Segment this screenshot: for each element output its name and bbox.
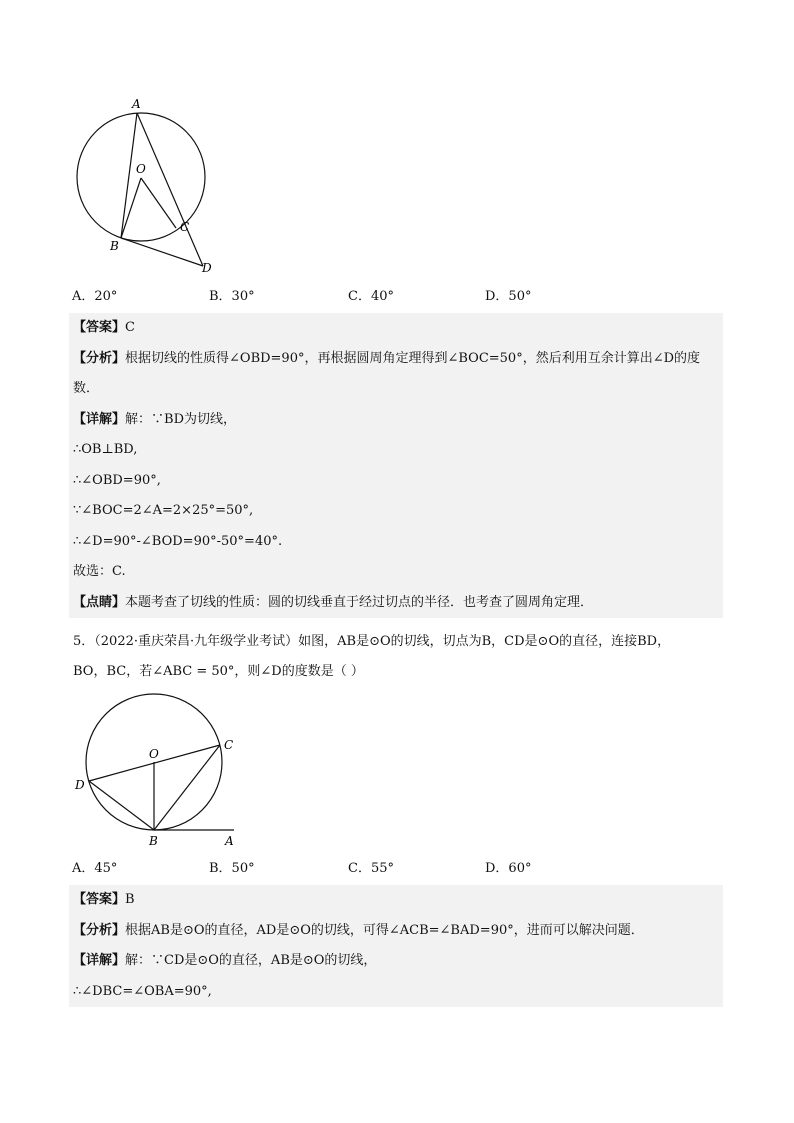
comment-text: 本题考查了切线的性质：圆的切线垂直于经过切点的半径．也考查了圆周角定理． [125, 594, 594, 610]
q5-answer-line [69, 885, 723, 916]
comment-tag: 【点睛】 [73, 594, 126, 610]
q4-line-AD [137, 113, 203, 266]
q4-answer-block [69, 313, 723, 618]
analysis-tag: 【分析】 [73, 350, 126, 366]
q5-option-b: B．50° [209, 861, 255, 876]
q5-analysis-line [69, 916, 723, 947]
q5-label-C: C [224, 738, 234, 752]
q4-detail-line-3: ∴∠OBD=90°, [73, 472, 161, 488]
detail-tag: 【详解】 [73, 411, 126, 427]
answer-value: B [125, 892, 135, 907]
q4-line-OB [121, 178, 141, 238]
q4-line-OC [141, 178, 176, 228]
q4-option-c: C．40° [348, 289, 394, 304]
analysis-text: 根据AB是⊙O的直径，AD是⊙O的切线，可得∠ACB=∠BAD=90°，进而可以解决问题． [125, 922, 644, 938]
q4-answer-line [69, 313, 723, 344]
q5-number: 5． [73, 634, 95, 649]
q5-label-B: B [149, 834, 158, 848]
q5-label-O: O [149, 747, 159, 761]
q4-line-AB [121, 113, 137, 238]
q4-analysis-line [69, 344, 723, 405]
q4-option-a: A．20° [72, 289, 118, 304]
q4-option-d: D．50° [485, 289, 532, 304]
q5-line-1 [73, 627, 723, 657]
q5-line-BC [154, 745, 220, 830]
answer-value: C [125, 320, 135, 335]
answer-tag: 【答案】 [73, 892, 126, 907]
q5-label-A: A [225, 834, 234, 848]
q4-option-b: B．30° [209, 289, 255, 304]
q5-option-d: D．60° [485, 861, 532, 876]
q5-question [73, 627, 723, 687]
q4-detail-line-5: ∴∠D=90°-∠BOD=90°-50°=40°. [73, 533, 283, 549]
q5-detail-line-2: ∴∠DBC=∠OBA=90°, [73, 983, 212, 999]
detail-text: 解：∵BD为切线， [125, 411, 236, 427]
q5-figure [70, 690, 250, 850]
q4-detail-line-1 [69, 405, 723, 436]
q5-option-c: C．55° [348, 861, 394, 876]
analysis-text: 根据切线的性质得∠OBD=90°，再根据圆周角定理得到∠BOC=50°，然后利用互余计算出∠D的度数． [73, 350, 701, 396]
detail-tag: 【详解】 [73, 953, 126, 968]
q4-comment-line [69, 588, 723, 619]
answer-tag: 【答案】 [73, 320, 126, 335]
q4-label-C: C [180, 220, 190, 234]
detail-text: 解：∵CD是⊙O的直径，AB是⊙O的切线， [125, 953, 377, 968]
q4-label-O: O [136, 162, 146, 176]
q5-detail-line-1 [69, 946, 723, 977]
q4-detail-line-2: ∴OB⊥BD, [73, 442, 138, 457]
analysis-tag: 【分析】 [73, 922, 126, 938]
q4-line-BD [121, 238, 203, 266]
q4-detail-line-4: ∵∠BOC=2∠A=2×25°=50°, [73, 503, 254, 518]
q5-answer-block [69, 885, 723, 1007]
q5-source: （2022·重庆荣昌·九年级学业考试） [94, 634, 299, 649]
q4-figure [70, 92, 230, 282]
q5-options [72, 858, 732, 880]
q5-text-1: 如图，AB是⊙O的切线，切点为B，CD是⊙O的直径，连接BD， [298, 634, 671, 649]
q4-label-A: A [132, 97, 141, 111]
q4-label-B: B [110, 239, 119, 253]
q4-label-D: D [202, 261, 212, 275]
q4-options [72, 286, 732, 308]
q5-option-a: A．45° [72, 861, 118, 876]
q5-line-2: BO，BC，若∠ABC = 50°，则∠D的度数是（ ） [73, 664, 364, 679]
q5-label-D: D [75, 778, 85, 792]
q4-detail-line-6: 故选：C. [73, 564, 126, 579]
q5-line-DB [89, 781, 154, 830]
